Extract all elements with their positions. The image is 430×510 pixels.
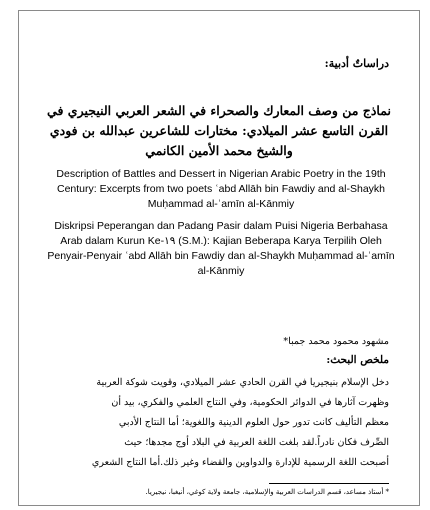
abstract-body xyxy=(47,373,389,473)
abstract-heading: ملخص البحث: xyxy=(326,354,389,366)
section-label: دراساتٌ أدبية: xyxy=(324,57,389,70)
footnote: * أستاذ مساعد، قسم الدراسات العربية والإسلامية، جامعة ولاية كوغي، أنيغبا، نيجيريا. xyxy=(145,488,389,496)
abstract-line: معظم التأليف كانت تدور حول العلوم الدينية واللغوية؛ أما النتاج الأدبي xyxy=(118,417,389,428)
footnote-divider xyxy=(269,483,389,484)
arabic-title: نماذج من وصف المعارك والصحراء في الشعر العربي النيجيري في القرن التاسع عشر الميلادي: مختارات للشاعرين عبدالله بن فودي والشيخ محمد الأمين الكانمي xyxy=(47,103,391,158)
author-name: مشهود محمود محمد جمبا* xyxy=(283,336,389,347)
abstract-line: دخل الإسلام بنيجيريا في القرن الحادي عشر الميلادي، وقويت شوكة العربية xyxy=(96,377,389,388)
abstract-line: أصبحت اللغة الرسمية للإدارة والدواوين والقضاء وغير ذلك.أما النتاج الشعري xyxy=(91,457,389,468)
abstract-line: وظهرت آثارها في الدوائر الحكومية، وفي النتاج العلمي والفكري، بيد أن xyxy=(111,397,389,408)
indonesian-title: Diskripsi Peperangan dan Padang Pasir dalam Puisi Nigeria Berbahasa Arab dalam Kurun Ke-١٩ (S.M.): Kajian Beberapa Karya Terpilih Oleh Penyair-Penyair ʿabd Allāh bin Fawdiy dan al-Shaykh Muḥammad al-ʾamīn al-Kānmiy xyxy=(47,220,395,277)
page xyxy=(18,10,420,506)
english-title: Description of Battles and Dessert in Nigerian Arabic Poetry in the 19th Century: Excerpts from two poets ʿabd Allāh bin Fawdiy and al-Shaykh Muḥammad al-ʾamīn al-Kānmiy xyxy=(56,168,386,210)
abstract-line: الصِّرف فكان نادراً.لقد بلغت اللغة العربية في البلاد أوج مجدها؛ حيث xyxy=(124,437,389,448)
